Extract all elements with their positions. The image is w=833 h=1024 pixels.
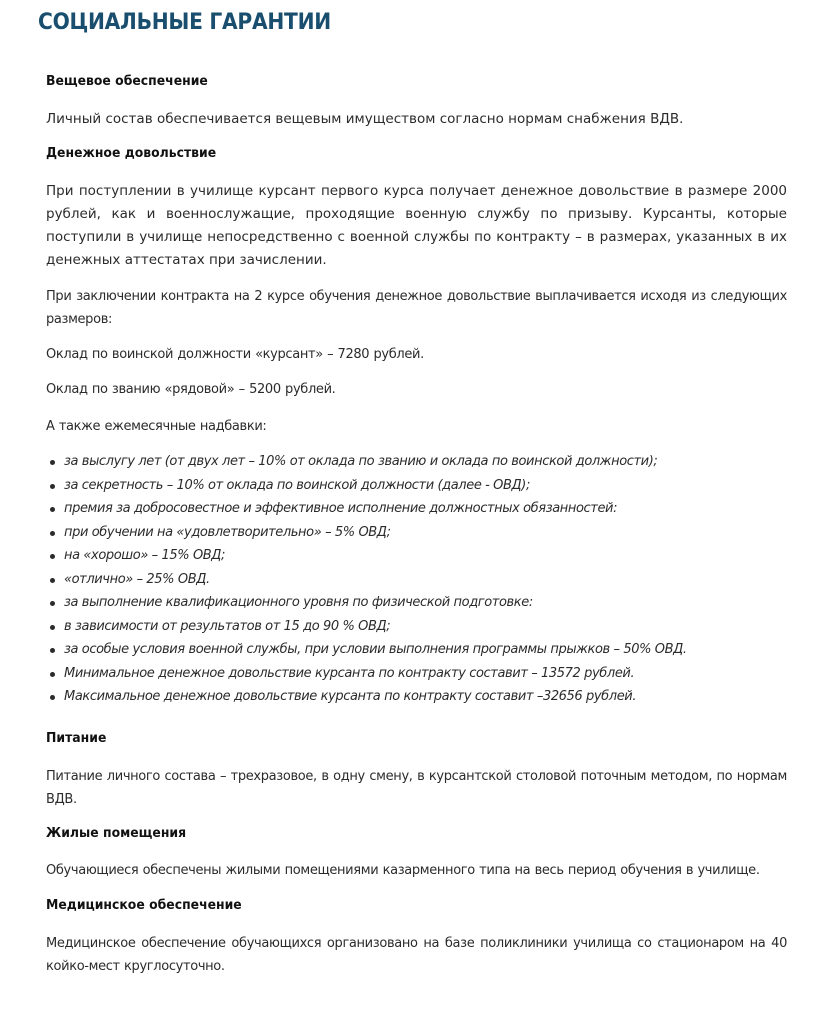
list-item-text: за выполнение квалификационного уровня по физической подготовке: [64, 595, 533, 610]
bullet-icon [50, 672, 55, 677]
clothing-paragraph: Личный состав обеспечивается вещевым имуществом согласно нормам снабжения ВДВ. [46, 111, 684, 127]
list-item [46, 474, 687, 498]
allowance-paragraph-contract: При заключении контракта на 2 курсе обучения денежное довольствие выплачивается исходя из следующих размеров: [46, 289, 787, 327]
list-item-text: за секретность – 10% от оклада по воинской должности (далее - ОВД); [64, 477, 530, 493]
list-item-text: премия за добросовестное и эффективное исполнение должностных обязанностей: [64, 501, 618, 516]
list-item [46, 521, 687, 545]
bullet-icon [50, 554, 55, 559]
bullet-icon [50, 460, 55, 465]
list-item-text: за выслугу лет (от двух лет – 10% от оклада по званию и оклада по воинской должности); [64, 454, 658, 469]
list-item [46, 568, 687, 592]
allowance-bonuses-intro: А также ежемесячные надбавки: [46, 419, 267, 434]
section-heading-food: Питание [46, 730, 107, 746]
list-item-text: Минимальное денежное довольствие курсанта по контракту составит – 13572 рублей. [64, 665, 635, 681]
list-item-text: в зависимости от результатов от 15 до 90 % ОВД; [64, 618, 391, 634]
food-paragraph: Питание личного состава – трехразовое, в одну смену, в курсантской столовой поточным методом, по нормам ВДВ. [46, 769, 787, 807]
list-item [46, 591, 687, 615]
section-heading-allowance: Денежное довольствие [46, 145, 217, 161]
bullet-icon [50, 531, 55, 536]
allowance-bonus-list [46, 450, 687, 709]
bullet-icon [50, 507, 55, 512]
housing-paragraph: Обучающиеся обеспечены жилыми помещениями казарменного типа на весь период обучения в училище. [46, 863, 760, 878]
section-heading-clothing: Вещевое обеспечение [46, 73, 208, 89]
list-item [46, 450, 687, 474]
list-item [46, 615, 687, 639]
list-item-text: Максимальное денежное довольствие курсанта по контракту составит –32656 рублей. [64, 689, 637, 704]
list-item-text: за особые условия военной службы, при условии выполнения программы прыжков – 50% ОВД. [64, 642, 687, 657]
bullet-icon [50, 601, 55, 606]
allowance-salary-position: Оклад по воинской должности «курсант» – 7280 рублей. [46, 347, 424, 362]
list-item-text: при обучении на «удовлетворительно» – 5% ОВД; [64, 524, 391, 540]
bullet-icon [50, 625, 55, 630]
section-heading-housing: Жилые помещения [46, 825, 187, 841]
allowance-paragraph-intro: При поступлении в училище курсант первого курса получает денежное довольствие в размере 2000 рублей, как и военнослужащие, проходящие военную службу по призыву. Курсанты, которые поступили в училище непосредственно с военной службы по контракту – в размерах, указанных в их денежных аттестатах при зачислении. [46, 183, 787, 268]
list-item [46, 544, 687, 568]
list-item [46, 662, 687, 686]
list-item [46, 638, 687, 662]
page-title: СОЦИАЛЬНЫЕ ГАРАНТИИ [38, 10, 331, 35]
bullet-icon [50, 695, 55, 700]
bullet-icon [50, 578, 55, 583]
list-item-text: на «хорошо» – 15% ОВД; [64, 548, 226, 563]
section-heading-medical: Медицинское обеспечение [46, 897, 242, 913]
bullet-icon [50, 484, 55, 489]
list-item-text: «отлично» – 25% ОВД. [64, 571, 210, 587]
bullet-icon [50, 648, 55, 653]
list-item [46, 497, 687, 521]
list-item [46, 685, 687, 709]
allowance-salary-rank: Оклад по званию «рядовой» – 5200 рублей. [46, 382, 336, 397]
medical-paragraph: Медицинское обеспечение обучающихся организовано на базе поликлиники училища со стационаром на 40 койко-мест круглосуточно. [46, 936, 787, 974]
